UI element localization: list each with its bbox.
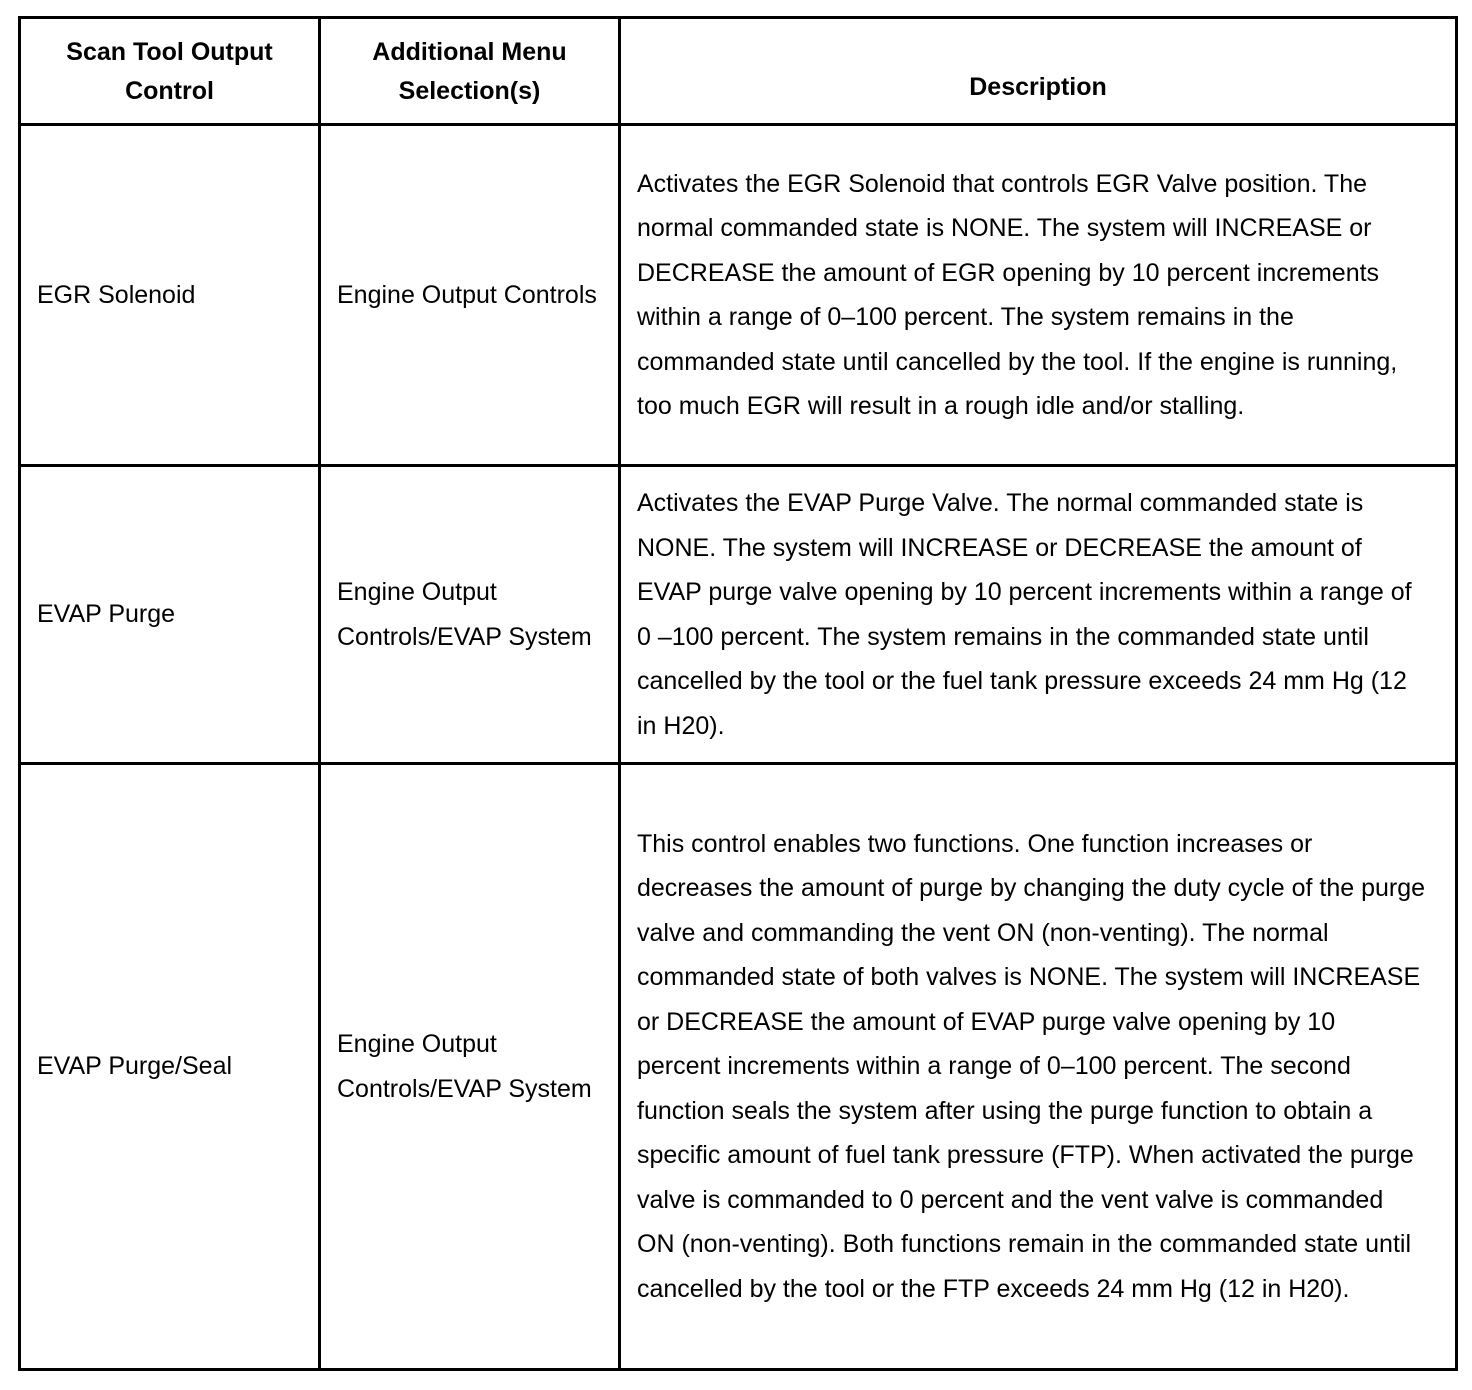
table-row	[20, 125, 1457, 466]
header-additional-menu-selections: Additional Menu Selection(s)	[320, 18, 620, 125]
row-control-cell: EVAP Purge	[20, 466, 320, 764]
table-row	[20, 764, 1457, 1370]
row-menu-cell: Engine Output Controls/EVAP System	[320, 466, 620, 764]
header-scan-tool-output-control: Scan Tool Output Control	[20, 18, 320, 125]
header-description: Description	[620, 18, 1457, 125]
row-description-cell: Activates the EVAP Purge Valve. The normal commanded state is NONE. The system will INCREASE or DECREASE the amount of EVAP purge valve opening by 10 percent increments within a range of 0 –100 percent. The system remains in the commanded state until cancelled by the tool or the fuel tank pressure exceeds 24 mm Hg (12 in H20).	[620, 466, 1457, 764]
row-description-cell: Activates the EGR Solenoid that controls EGR Valve position. The normal commanded state is NONE. The system will INCREASE or DECREASE the amount of EGR opening by 10 percent increments within a range of 0–100 percent. The system remains in the commanded state until cancelled by the tool. If the engine is running, too much EGR will result in a rough idle and/or stalling.	[620, 125, 1457, 466]
table-row	[20, 466, 1457, 764]
table-header-row	[20, 18, 1457, 125]
row-control-cell: EGR Solenoid	[20, 125, 320, 466]
output-control-table	[18, 16, 1458, 1371]
row-menu-cell: Engine Output Controls/EVAP System	[320, 764, 620, 1370]
row-menu-cell: Engine Output Controls	[320, 125, 620, 466]
row-description-cell: This control enables two functions. One function increases or decreases the amount of purge by changing the duty cycle of the purge valve and commanding the vent ON (non-venting). The normal commanded state of both valves is NONE. The system will INCREASE or DECREASE the amount of EVAP purge valve opening by 10 percent increments within a range of 0–100 percent. The second function seals the system after using the purge function to obtain a specific amount of fuel tank pressure (FTP). When activated the purge valve is commanded to 0 percent and the vent valve is commanded ON (non-venting). Both functions remain in the commanded state until cancelled by the tool or the FTP exceeds 24 mm Hg (12 in H20).	[620, 764, 1457, 1370]
row-control-cell: EVAP Purge/Seal	[20, 764, 320, 1370]
